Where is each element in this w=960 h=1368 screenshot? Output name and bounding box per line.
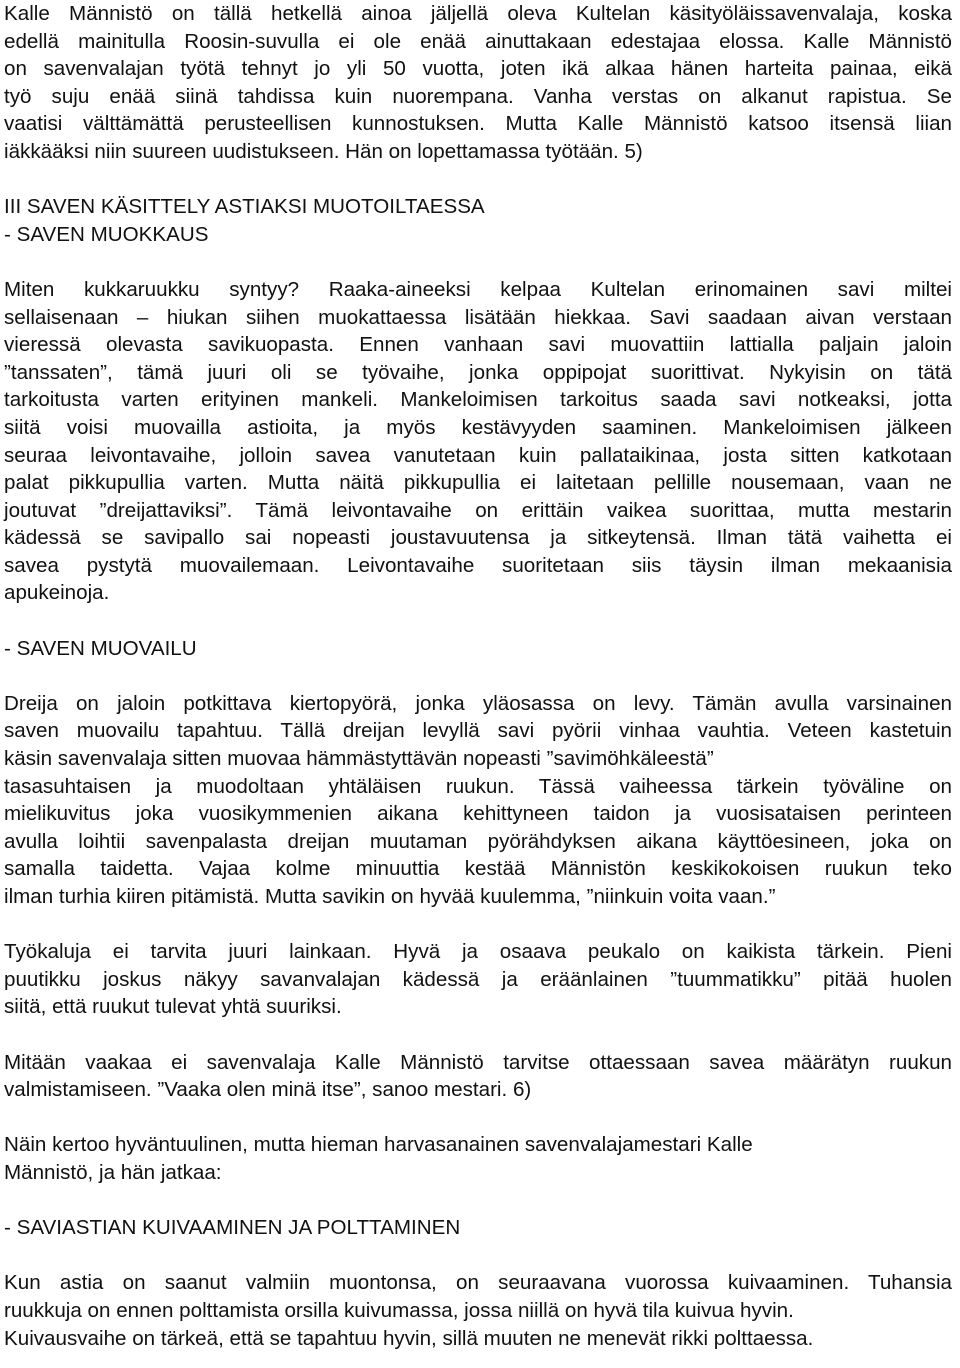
- text-line: samalla taidetta. Vajaa kolme minuuttia kestää Männistön keskikokoisen ruukun teko: [4, 857, 952, 881]
- text-line: Kuivausvaihe on tärkeä, että se tapahtuu hyvin, sillä muuten ne menevät rikki polttaessa.: [4, 1326, 814, 1350]
- text-line: Työkaluja ei tarvita juuri lainkaan. Hyvä ja osaava peukalo on kaikista tärkein. Pieni: [4, 940, 952, 964]
- text-line: avulla loihtii savenpalasta dreijan muutaman pyörähdyksen aikana käyttöesineen, joka on: [4, 829, 952, 853]
- text-line: Dreija on jaloin potkittava kiertopyörä, jonka yläosassa on levy. Tämän avulla varsinainen: [4, 691, 952, 715]
- text-line: sellaisenaan – hiukan siihen muokattaessa lisätään hiekkaa. Savi saadaan aivan verstaan: [4, 305, 952, 329]
- paragraph-muovailu: [4, 690, 952, 911]
- text-line: Kalle Männistö on tällä hetkellä ainoa jäljellä oleva Kultelan käsityöläissavenvalaja, koska: [4, 2, 952, 25]
- paragraph-intro: [4, 0, 952, 166]
- text-line: puutikku joskus näkyy savanvalajan kädessä ja eräänlainen ”tuummatikku” pitää huolen: [4, 967, 952, 991]
- text-line: seuraa leivontavaihe, jolloin savea vanutetaan kuin pallataikinaa, josta sitten katkotaan: [4, 443, 952, 467]
- text-line: joutuvat ”dreijattaviksi”. Tämä leivontavaihe on erittäin vaikea suorittaa, mutta mestarin: [4, 498, 952, 522]
- text-line: Männistö, ja hän jatkaa:: [4, 1160, 222, 1184]
- text-line: Näin kertoo hyväntuulinen, mutta hieman harvasanainen savenvalajamestari Kalle: [4, 1133, 753, 1157]
- text-line: edellä mainitulla Roosin-suvulla ei ole enää ainuttakaan edestajaa elossa. Kalle Männistö: [4, 29, 952, 53]
- text-line: vaatisi välttämättä perusteellisen kunnostuksen. Mutta Kalle Männistö katsoo itsensä liian: [4, 112, 952, 136]
- text-line: tarkoitusta varten erityinen mankeli. Mankeloimisen tarkoitus saada savi notkeaksi, jotta: [4, 388, 952, 412]
- text-line: Kun astia on saanut valmiin muontonsa, on seuraavana vuorossa kuivaaminen. Tuhansia: [4, 1271, 952, 1295]
- heading-line: - SAVIASTIAN KUIVAAMINEN JA POLTTAMINEN: [4, 1216, 461, 1240]
- text-line: savea pystytä muovailemaan. Leivontavaihe suoritetaan siis täysin ilman mekaanisia: [4, 553, 952, 577]
- paragraph-tyokalut: [4, 938, 952, 1021]
- text-line: vieressä olevasta savikuopasta. Ennen vanhaan savi muovattiin lattialla paljain jaloin: [4, 333, 952, 357]
- heading-line: - SAVEN MUOKKAUS: [4, 222, 209, 246]
- text-line: kädessä se savipallo sai nopeasti joustavuutensa ja sitkeytensä. Ilman tätä vaihetta ei: [4, 526, 952, 550]
- text-line: saven muovailu tapahtuu. Tällä dreijan levyllä savi pyörii vinhaa vauhtia. Veteen kastetuin: [4, 719, 952, 743]
- text-line: apukeinoja.: [4, 581, 110, 605]
- section-heading-kuivaaminen: [4, 1214, 952, 1242]
- text-line: valmistamiseen. ”Vaaka olen minä itse”, sanoo mestari. 6): [4, 1078, 532, 1102]
- text-line: Mitään vaakaa ei savenvalaja Kalle Männistö tarvitse ottaessaan savea määrätyn ruukun: [4, 1050, 952, 1074]
- text-line: siitä, että ruukut tulevat yhtä suuriksi.: [4, 995, 342, 1019]
- text-line: työ suju enää siinä tahdissa kuin nuorempana. Vanha verstas on alkanut rapistua. Se: [4, 84, 952, 108]
- text-line: Miten kukkaruukku syntyy? Raaka-aineeksi kelpaa Kultelan erinomainen savi miltei: [4, 277, 952, 301]
- paragraph-muokkaus: [4, 276, 952, 607]
- text-line: mielikuvitus joka vuosikymmenien aikana kehittyneen taidon ja vuosisataisen perinteen: [4, 802, 952, 826]
- text-line: siitä voisi muovailla astioita, ja myös kestävyyden saaminen. Mankeloimisen jälkeen: [4, 415, 952, 439]
- text-line: palat pikkupullia varten. Mutta näitä pikkupullia ei laitetaan pellille nousemaan, vaan ne: [4, 471, 952, 495]
- text-line: ”tanssaten”, tämä juuri oli se työvaihe, jonka oppipojat suorittivat. Nykyisin on tätä: [4, 360, 952, 384]
- text-line: ilman turhia kiiren pitämistä. Mutta savikin on hyvää kuulemma, ”niinkuin voita vaan.”: [4, 885, 776, 908]
- section-heading-saven-muovailu: [4, 635, 952, 663]
- section-heading-saven-kasittely: [4, 193, 952, 248]
- heading-line: - SAVEN MUOVAILU: [4, 636, 197, 660]
- heading-line: III SAVEN KÄSITTELY ASTIAKSI MUOTOILTAESSA: [4, 195, 485, 219]
- text-line: on savenvalajan työtä tehnyt jo yli 50 vuotta, joten ikä alkaa hänen harteita painaa, eikä: [4, 57, 952, 81]
- text-line: ruukkuja on ennen polttamista orsilla kuivumassa, jossa niillä on hyvä tila kuivua hyvin.: [4, 1298, 794, 1322]
- text-line: iäkkääksi niin suureen uudistukseen. Hän on lopettamassa työtään. 5): [4, 139, 643, 163]
- text-line: tasasuhtaisen ja muodoltaan yhtäläisen ruukun. Tässä vaiheessa tärkein työväline on: [4, 774, 952, 798]
- text-line: käsin savenvalaja sitten muovaa hämmästyttävän nopeasti ”savimöhkäleestä”: [4, 747, 714, 771]
- paragraph-kuivaaminen: [4, 1269, 952, 1352]
- paragraph-vaaka: [4, 1049, 952, 1104]
- paragraph-nain-kertoo: [4, 1131, 952, 1186]
